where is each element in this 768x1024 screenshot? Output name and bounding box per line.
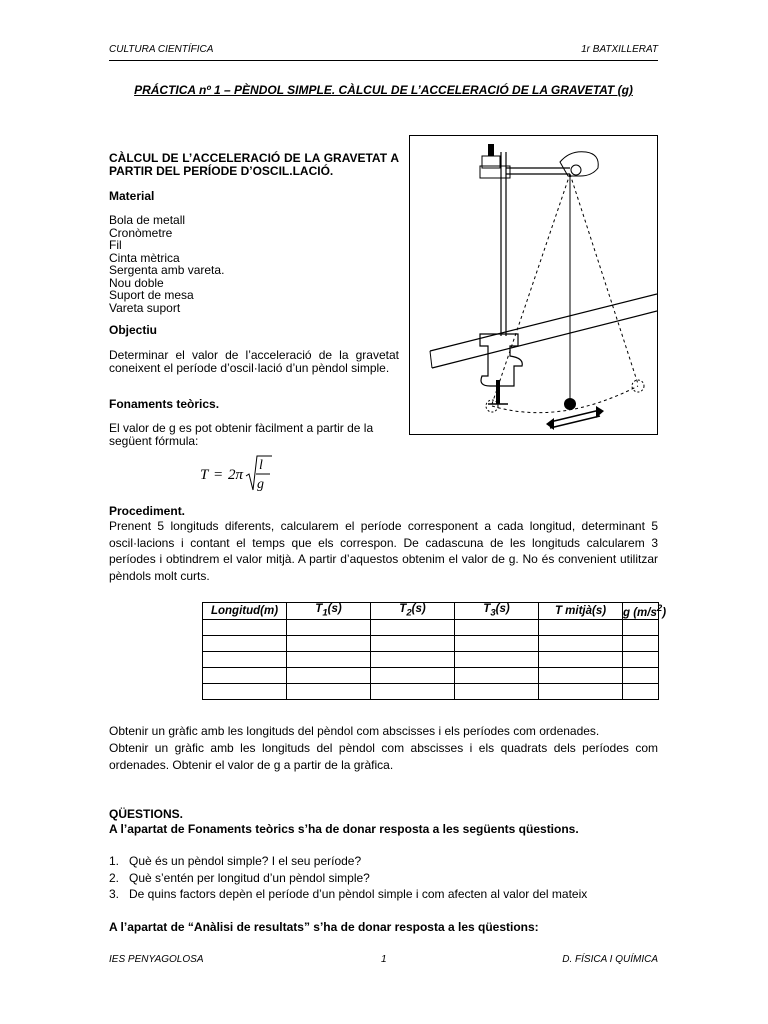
table-cell[interactable]	[287, 635, 371, 651]
table-row	[203, 651, 659, 667]
page-title: PRÁCTICA nº 1 – PÈNDOL SIMPLE. CÀLCUL DE L’ACCELERACIÓ DE LA GRAVETAT (g)	[134, 83, 633, 97]
table-cell[interactable]	[203, 619, 287, 635]
table-cell[interactable]	[455, 667, 539, 683]
col-t-mitja: T mitjà(s)	[539, 603, 623, 620]
table-cell[interactable]	[287, 619, 371, 635]
questions-heading: QÜESTIONS.	[109, 807, 184, 821]
table-cell[interactable]	[455, 651, 539, 667]
table-cell[interactable]	[455, 683, 539, 699]
fonaments-heading: Fonaments teòrics.	[109, 397, 220, 411]
table-header-row	[203, 603, 659, 620]
page-number: 1	[381, 954, 387, 965]
table-cell[interactable]	[623, 619, 659, 635]
list-item: 1. Què és un pèndol simple? I el seu període?	[109, 854, 362, 868]
material-item: Suport de mesa	[109, 288, 194, 302]
questions-intro: A l’apartat de Fonaments teòrics s’ha de donar resposta a les següents qüestions.	[109, 822, 579, 836]
formula-lhs: T	[200, 467, 209, 483]
grafics-line1: Obtenir un gràfic amb les longituds del pèndol com abscisses i els períodes com ordenades.	[109, 724, 600, 738]
period-formula	[200, 452, 290, 496]
col-t2: $T_2(s)$	[371, 603, 455, 620]
table-cell[interactable]	[371, 667, 455, 683]
table-cell[interactable]	[623, 651, 659, 667]
material-heading: Material	[109, 189, 155, 203]
questions-list	[109, 855, 658, 905]
analisi-intro: A l’apartat de “Anàlisi de resultats” s’ha de donar resposta a les qüestions:	[109, 920, 539, 934]
table-cell[interactable]	[455, 619, 539, 635]
col-t1: $T_1(s)$	[287, 603, 371, 620]
procediment-text: Prenent 5 longituds diferents, calcularem el període corresponent a cada longitud, determinant 5 oscil·lacions i contant el temps que els correspon. De cadascuna de les longituds calcularem 3 períodes i obtindrem el valor mitjà. A partir d’aquestos obtenim el valor de g. No és convenient utilitzar pèndols molt curts.	[109, 519, 658, 583]
material-item: Vareta suport	[109, 300, 181, 315]
table-cell[interactable]	[371, 619, 455, 635]
formula-coefficient: 2π	[228, 467, 244, 483]
table-row	[203, 667, 659, 683]
footer-department: D. FÍSICA I QUÍMICA	[562, 954, 658, 965]
table-cell[interactable]	[203, 683, 287, 699]
table-cell[interactable]	[623, 667, 659, 683]
header-course: 1r BATXILLERAT	[581, 44, 658, 55]
material-item: Fil	[109, 238, 122, 252]
table-cell[interactable]	[539, 667, 623, 683]
table-cell[interactable]	[371, 683, 455, 699]
table-cell[interactable]	[203, 667, 287, 683]
table-cell[interactable]	[539, 635, 623, 651]
footer-school: IES PENYAGOLOSA	[109, 954, 204, 965]
table-cell[interactable]	[539, 619, 623, 635]
objectiu-text: Determinar el valor de l’acceleració de la gravetat coneixent el període d’oscil·lació d’un pèndol simple.	[109, 348, 399, 375]
page-header	[109, 44, 658, 61]
table-cell[interactable]	[623, 635, 659, 651]
grafics-line2: Obtenir un gràfic amb les longituds del pèndol com abscisses i els quadrats dels períodes com ordenades. Obtenir el valor de g a partir de la gràfica.	[109, 741, 658, 772]
material-item: Bola de metall	[109, 213, 186, 227]
table-cell[interactable]	[455, 635, 539, 651]
table-cell[interactable]	[539, 683, 623, 699]
intro-heading: CÀLCUL DE L’ACCELERACIÓ DE LA GRAVETAT A PARTIR DEL PERÍODE D’OSCIL.LACIÓ.	[109, 151, 399, 178]
formula-denominator: g	[257, 477, 264, 492]
pendulum-illustration	[410, 136, 657, 434]
list-item: 2. Què s’entén per longitud d’un pèndol simple?	[109, 870, 370, 885]
objectiu-heading: Objectiu	[109, 323, 158, 337]
table-cell[interactable]	[287, 651, 371, 667]
material-item: Cinta mètrica	[109, 250, 180, 265]
material-list	[109, 214, 224, 314]
formula-numerator: l	[259, 458, 263, 473]
col-longitud: Longitud(m)	[203, 603, 287, 620]
list-item: 3. De quins factors depèn el període d’un pèndol simple i com afecten al valor del mateix	[109, 887, 588, 901]
pendulum-figure	[409, 135, 658, 435]
table-row	[203, 635, 659, 651]
table-cell[interactable]	[287, 667, 371, 683]
formula-equals: =	[214, 467, 223, 483]
material-item: Cronòmetre	[109, 225, 173, 240]
table-cell[interactable]	[371, 651, 455, 667]
table-cell[interactable]	[203, 651, 287, 667]
header-subject: CULTURA CIENTÍFICA	[109, 44, 214, 55]
col-g: g $(m/s^2)$	[623, 603, 667, 619]
table-cell[interactable]	[203, 635, 287, 651]
table-row	[203, 683, 659, 699]
table-cell[interactable]	[623, 683, 659, 699]
material-item: Sergenta amb vareta.	[109, 263, 225, 277]
table-cell[interactable]	[539, 651, 623, 667]
table-cell[interactable]	[371, 635, 455, 651]
table-cell[interactable]	[287, 683, 371, 699]
table-row	[203, 619, 659, 635]
fonaments-text: El valor de g es pot obtenir fàcilment a partir de la següent fórmula:	[109, 421, 374, 448]
col-t3: $T_3(s)$	[455, 603, 539, 620]
results-table	[202, 602, 667, 700]
procediment-heading: Procediment.	[109, 504, 186, 518]
material-item: Nou doble	[109, 275, 164, 290]
